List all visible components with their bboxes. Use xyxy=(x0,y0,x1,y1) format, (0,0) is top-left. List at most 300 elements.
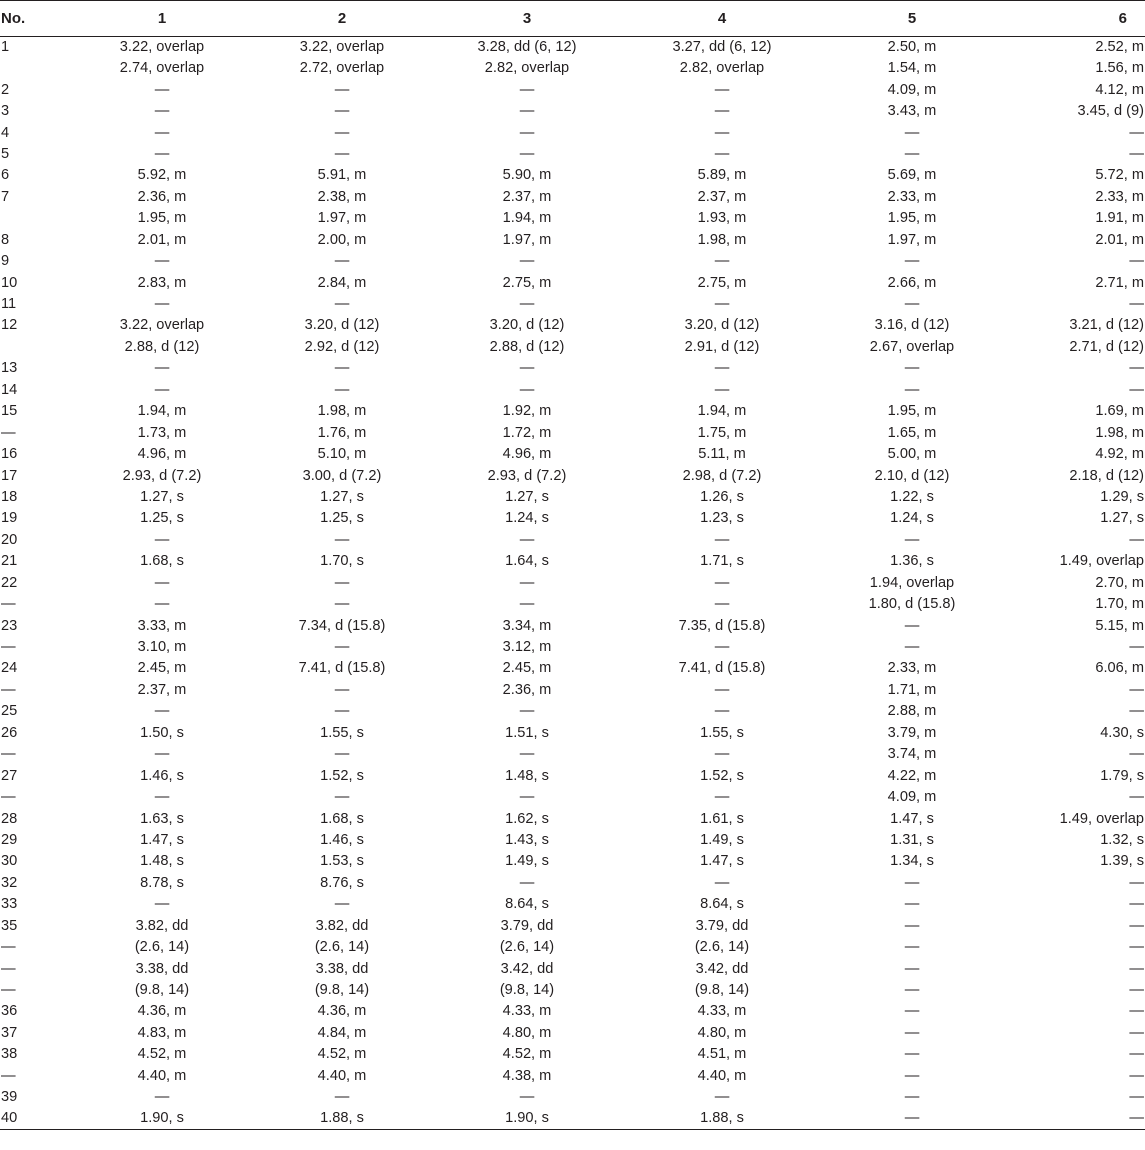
value-cell: 8.78, s xyxy=(140,874,184,891)
value-cell: 4.40, m xyxy=(317,1067,367,1084)
value-cell: 3.22, overlap xyxy=(119,317,205,334)
value-cell: 3.43, m xyxy=(887,103,937,120)
value-cell: (2.6, 14) xyxy=(314,939,370,956)
value-cell: (2.6, 14) xyxy=(694,939,750,956)
table-row xyxy=(0,79,1145,100)
value-cell: — xyxy=(334,596,350,613)
value-cell: — xyxy=(334,703,350,720)
value-cell: 8.64, s xyxy=(700,896,744,913)
header-compound-3: 3 xyxy=(432,1,622,37)
value-cell: 1.52, s xyxy=(700,767,744,784)
row-number-cell: 18 xyxy=(1,488,18,505)
value-cell: 2.88, d (12) xyxy=(124,338,200,355)
value-cell: 2.74, overlap xyxy=(119,60,205,77)
value-cell: 1.49, overlap xyxy=(1059,810,1144,827)
row-number-cell: 23 xyxy=(1,617,18,634)
value-cell: — xyxy=(1129,1046,1144,1063)
row-number-cell xyxy=(0,337,72,358)
value-cell: 1.52, s xyxy=(320,767,364,784)
value-cell: — xyxy=(904,1024,920,1041)
value-cell: 1.34, s xyxy=(890,853,934,870)
value-cell: 1.73, m xyxy=(137,424,187,441)
table-body xyxy=(0,37,1145,1130)
value-cell: — xyxy=(1129,1024,1144,1041)
table-row xyxy=(0,1108,1145,1130)
table-row xyxy=(0,573,1145,594)
value-cell: 4.80, m xyxy=(502,1024,552,1041)
table-row xyxy=(0,937,1145,958)
value-cell: — xyxy=(154,1089,170,1106)
value-cell: — xyxy=(334,381,350,398)
value-cell: — xyxy=(154,124,170,141)
value-cell: 2.38, m xyxy=(317,188,367,205)
value-cell: 5.72, m xyxy=(1095,167,1144,184)
value-cell: — xyxy=(154,253,170,270)
row-number-cell: 35 xyxy=(1,917,18,934)
value-cell: 2.88, m xyxy=(887,703,937,720)
value-cell: (2.6, 14) xyxy=(499,939,555,956)
value-cell: 1.39, s xyxy=(1100,853,1144,870)
value-cell: 1.36, s xyxy=(890,553,934,570)
value-cell: 2.93, d (7.2) xyxy=(122,467,202,484)
value-cell: 4.09, m xyxy=(887,81,937,98)
table-row xyxy=(0,101,1145,122)
value-cell: 1.47, s xyxy=(700,853,744,870)
row-number-cell: 28 xyxy=(1,810,18,827)
value-cell: — xyxy=(714,639,730,656)
value-cell: 1.29, s xyxy=(1100,488,1144,505)
value-cell: 3.42, dd xyxy=(500,960,554,977)
value-cell: — xyxy=(519,81,535,98)
value-cell: — xyxy=(154,896,170,913)
value-cell: — xyxy=(714,81,730,98)
row-number-cell: 30 xyxy=(1,853,18,870)
value-cell: — xyxy=(1129,681,1144,698)
row-number-cell: 8 xyxy=(1,231,10,248)
value-cell: — xyxy=(904,617,920,634)
value-cell: 2.70, m xyxy=(1095,574,1144,591)
table-row xyxy=(0,594,1145,615)
value-cell: — xyxy=(334,124,350,141)
value-cell: 2.98, d (7.2) xyxy=(682,467,762,484)
value-cell: 1.54, m xyxy=(887,60,937,77)
value-cell: 1.49, s xyxy=(505,853,549,870)
value-cell: 3.10, m xyxy=(137,639,187,656)
value-cell: — xyxy=(714,253,730,270)
value-cell: 1.23, s xyxy=(700,510,744,527)
row-number-cell: 33 xyxy=(1,896,18,913)
value-cell: 1.90, s xyxy=(72,1108,252,1130)
table-row xyxy=(0,787,1145,808)
row-number-cell: 27 xyxy=(1,767,18,784)
value-cell: 1.97, m xyxy=(317,210,367,227)
table-row xyxy=(0,958,1145,979)
value-cell: 1.64, s xyxy=(505,553,549,570)
row-number-cell: 10 xyxy=(1,274,18,291)
row-number-cell: 22 xyxy=(1,574,18,591)
value-cell: (9.8, 14) xyxy=(694,982,750,999)
value-cell: — xyxy=(1129,124,1144,141)
value-cell: 1.94, m xyxy=(137,403,187,420)
value-cell: 2.71, d (12) xyxy=(1069,338,1144,355)
value-cell: 3.38, dd xyxy=(135,960,189,977)
value-cell: — xyxy=(714,596,730,613)
table-row xyxy=(0,422,1145,443)
value-cell: — xyxy=(1002,1108,1145,1130)
value-cell: — xyxy=(154,296,170,313)
value-cell: 1.90, s xyxy=(432,1108,622,1130)
value-cell: 1.55, s xyxy=(320,724,364,741)
value-cell: — xyxy=(904,1089,920,1106)
value-cell: 4.52, m xyxy=(502,1046,552,1063)
value-cell: — xyxy=(904,145,920,162)
value-cell: 2.71, m xyxy=(1095,274,1144,291)
value-cell: — xyxy=(904,917,920,934)
value-cell: 1.69, m xyxy=(1095,403,1144,420)
value-cell: 1.47, s xyxy=(890,810,934,827)
header-no: No. xyxy=(0,1,72,37)
header-compound-4: 4 xyxy=(622,1,822,37)
value-cell: — xyxy=(154,596,170,613)
row-number-cell: 24 xyxy=(1,660,18,677)
value-cell: — xyxy=(714,381,730,398)
value-cell: 2.72, overlap xyxy=(299,60,385,77)
value-cell: 1.95, m xyxy=(887,210,937,227)
table-row xyxy=(0,894,1145,915)
value-cell: — xyxy=(904,1003,920,1020)
table-row xyxy=(0,294,1145,315)
value-cell: 1.75, m xyxy=(697,424,747,441)
value-cell: 4.33, m xyxy=(502,1003,552,1020)
value-cell: 1.70, m xyxy=(1095,596,1144,613)
value-cell: — xyxy=(154,360,170,377)
value-cell: 1.22, s xyxy=(890,488,934,505)
value-cell: — xyxy=(154,145,170,162)
table-row xyxy=(0,165,1145,186)
value-cell: 3.34, m xyxy=(502,617,552,634)
value-cell: — xyxy=(714,574,730,591)
value-cell: 1.88, s xyxy=(622,1108,822,1130)
value-cell: 1.94, m xyxy=(697,403,747,420)
value-cell: 1.94, m xyxy=(502,210,552,227)
value-cell: 1.32, s xyxy=(1100,831,1144,848)
value-cell: — xyxy=(519,746,535,763)
table-row xyxy=(0,358,1145,379)
value-cell: — xyxy=(154,574,170,591)
value-cell: — xyxy=(334,103,350,120)
value-cell: (2.6, 14) xyxy=(134,939,190,956)
value-cell: 1.68, s xyxy=(320,810,364,827)
row-number-cell: 4 xyxy=(1,124,10,141)
value-cell: 3.38, dd xyxy=(315,960,369,977)
value-cell: — xyxy=(822,1108,1002,1130)
table-row xyxy=(0,530,1145,551)
value-cell: — xyxy=(904,896,920,913)
row-number-cell: 25 xyxy=(1,703,18,720)
value-cell: — xyxy=(334,145,350,162)
value-cell: 2.01, m xyxy=(1095,231,1144,248)
value-cell: — xyxy=(904,124,920,141)
value-cell: 2.45, m xyxy=(137,660,187,677)
value-cell: 3.12, m xyxy=(502,639,552,656)
value-cell: 1.61, s xyxy=(700,810,744,827)
value-cell: — xyxy=(714,103,730,120)
value-cell: — xyxy=(904,960,920,977)
value-cell: — xyxy=(334,1089,350,1106)
value-cell: 1.65, m xyxy=(887,424,937,441)
value-cell: 2.18, d (12) xyxy=(1069,467,1144,484)
value-cell: — xyxy=(334,789,350,806)
value-cell: 3.79, dd xyxy=(695,917,749,934)
value-cell: — xyxy=(904,360,920,377)
table-row xyxy=(0,1001,1145,1022)
row-number-cell: 15 xyxy=(1,403,18,420)
value-cell: 3.16, d (12) xyxy=(874,317,950,334)
value-cell: 3.21, d (12) xyxy=(1069,317,1144,334)
value-cell: 2.82, overlap xyxy=(679,60,765,77)
value-cell: — xyxy=(1129,896,1144,913)
value-cell: — xyxy=(334,531,350,548)
value-cell: 2.93, d (7.2) xyxy=(487,467,567,484)
value-cell: — xyxy=(519,789,535,806)
value-cell: 1.24, s xyxy=(505,510,549,527)
row-number-cell: 14 xyxy=(1,381,18,398)
value-cell: 2.91, d (12) xyxy=(684,338,760,355)
value-cell: — xyxy=(904,1067,920,1084)
value-cell: 3.00, d (7.2) xyxy=(302,467,382,484)
value-cell: 1.46, s xyxy=(320,831,364,848)
value-cell: 4.52, m xyxy=(137,1046,187,1063)
value-cell: 1.71, s xyxy=(700,553,744,570)
row-number-cell: 1 xyxy=(1,39,10,55)
value-cell: — xyxy=(334,639,350,656)
value-cell: — xyxy=(1129,1003,1144,1020)
value-cell: 1.27, s xyxy=(1100,510,1144,527)
value-cell: — xyxy=(1129,789,1144,806)
row-number-cell: 40 xyxy=(0,1108,72,1130)
table-row xyxy=(0,701,1145,722)
value-cell: — xyxy=(904,531,920,548)
value-cell: 3.74, m xyxy=(887,746,937,763)
table-row xyxy=(0,272,1145,293)
value-cell: — xyxy=(904,939,920,956)
value-cell: — xyxy=(714,703,730,720)
value-cell: — xyxy=(714,124,730,141)
value-cell: 2.36, m xyxy=(502,681,552,698)
value-cell: 1.56, m xyxy=(1095,60,1144,77)
value-cell: 1.76, m xyxy=(317,424,367,441)
value-cell: — xyxy=(714,360,730,377)
row-number-cell: — xyxy=(1,1067,16,1084)
value-cell: 1.31, s xyxy=(890,831,934,848)
value-cell: — xyxy=(904,982,920,999)
value-cell: — xyxy=(334,681,350,698)
row-number-cell: 16 xyxy=(1,446,18,463)
value-cell: 4.51, m xyxy=(697,1046,747,1063)
value-cell: 1.24, s xyxy=(890,510,934,527)
table-row xyxy=(0,487,1145,508)
header-compound-2: 2 xyxy=(252,1,432,37)
value-cell: — xyxy=(904,874,920,891)
value-cell: 3.79, m xyxy=(887,724,937,741)
table-header-row xyxy=(0,1,1145,37)
table-row xyxy=(0,851,1145,872)
value-cell: 2.82, overlap xyxy=(484,60,570,77)
value-cell: 1.98, m xyxy=(317,403,367,420)
value-cell: — xyxy=(519,296,535,313)
value-cell: 1.43, s xyxy=(505,831,549,848)
value-cell: 1.98, m xyxy=(697,231,747,248)
value-cell: 1.48, s xyxy=(505,767,549,784)
value-cell: — xyxy=(154,531,170,548)
value-cell: — xyxy=(904,296,920,313)
value-cell: 5.69, m xyxy=(887,167,937,184)
table-row xyxy=(0,916,1145,937)
row-number-cell: 2 xyxy=(1,81,10,98)
value-cell: 2.84, m xyxy=(317,274,367,291)
row-number-cell: 12 xyxy=(1,317,18,334)
value-cell: 3.22, overlap xyxy=(119,39,205,55)
value-cell: 3.27, dd (6, 12) xyxy=(672,39,772,55)
value-cell: — xyxy=(1129,1089,1144,1106)
table-row xyxy=(0,122,1145,143)
value-cell: 2.01, m xyxy=(137,231,187,248)
table-row xyxy=(0,337,1145,358)
value-cell: 1.49, overlap xyxy=(1059,553,1144,570)
table-row xyxy=(0,615,1145,636)
value-cell: — xyxy=(519,145,535,162)
row-number-cell: 37 xyxy=(1,1024,18,1041)
value-cell: 4.96, m xyxy=(502,446,552,463)
value-cell: — xyxy=(714,746,730,763)
table-row xyxy=(0,830,1145,851)
value-cell: 4.40, m xyxy=(137,1067,187,1084)
row-number-cell: 38 xyxy=(1,1046,18,1063)
value-cell: 1.91, m xyxy=(1095,210,1144,227)
value-cell: — xyxy=(154,81,170,98)
value-cell: 2.45, m xyxy=(502,660,552,677)
value-cell: — xyxy=(519,703,535,720)
row-number-cell: 32 xyxy=(1,874,18,891)
value-cell: 1.49, s xyxy=(700,831,744,848)
value-cell: 5.11, m xyxy=(698,446,746,463)
value-cell: 2.33, m xyxy=(887,660,937,677)
value-cell: 6.06, m xyxy=(1095,660,1144,677)
value-cell: — xyxy=(904,381,920,398)
value-cell: — xyxy=(1129,531,1144,548)
value-cell: — xyxy=(1129,360,1144,377)
value-cell: 5.10, m xyxy=(317,446,367,463)
header-compound-1: 1 xyxy=(72,1,252,37)
table-row xyxy=(0,380,1145,401)
value-cell: — xyxy=(519,360,535,377)
table-row xyxy=(0,187,1145,208)
row-number-cell: 9 xyxy=(1,253,10,270)
value-cell: 1.48, s xyxy=(140,853,184,870)
value-cell: — xyxy=(1129,939,1144,956)
value-cell: — xyxy=(519,531,535,548)
value-cell: 1.80, d (15.8) xyxy=(868,596,956,613)
table-row xyxy=(0,744,1145,765)
row-number-cell: 21 xyxy=(1,553,18,570)
value-cell: 1.63, s xyxy=(140,810,184,827)
value-cell: 2.52, m xyxy=(1095,39,1144,55)
value-cell: 7.41, d (15.8) xyxy=(298,660,386,677)
value-cell: 1.92, m xyxy=(502,403,552,420)
value-cell: 2.50, m xyxy=(887,39,937,55)
value-cell: 2.36, m xyxy=(137,188,187,205)
value-cell: 5.90, m xyxy=(502,167,552,184)
value-cell: — xyxy=(334,81,350,98)
value-cell: — xyxy=(154,381,170,398)
value-cell: — xyxy=(1129,639,1144,656)
table-row xyxy=(0,723,1145,744)
value-cell: — xyxy=(1129,746,1144,763)
value-cell: 2.67, overlap xyxy=(869,338,955,355)
value-cell: 2.92, d (12) xyxy=(304,338,380,355)
value-cell: — xyxy=(154,103,170,120)
table-row xyxy=(0,873,1145,894)
value-cell: 3.33, m xyxy=(137,617,187,634)
table-row xyxy=(0,1023,1145,1044)
value-cell: 1.94, overlap xyxy=(869,574,955,591)
value-cell: 3.82, dd xyxy=(315,917,369,934)
table-row xyxy=(0,37,1145,59)
row-number-cell: 5 xyxy=(1,145,10,162)
row-number-cell: 6 xyxy=(1,167,10,184)
value-cell: — xyxy=(154,746,170,763)
value-cell: 4.80, m xyxy=(697,1024,747,1041)
row-number-cell: 26 xyxy=(1,724,18,741)
value-cell: 2.33, m xyxy=(1095,188,1144,205)
value-cell: 3.20, d (12) xyxy=(304,317,380,334)
table-row xyxy=(0,401,1145,422)
row-number-cell: — xyxy=(1,960,16,977)
value-cell: 1.95, m xyxy=(137,210,187,227)
value-cell: — xyxy=(519,253,535,270)
value-cell: 1.93, m xyxy=(697,210,747,227)
table-row xyxy=(0,444,1145,465)
value-cell: 8.76, s xyxy=(320,874,364,891)
value-cell: 2.83, m xyxy=(137,274,187,291)
value-cell: — xyxy=(1129,253,1144,270)
value-cell: 3.20, d (12) xyxy=(489,317,565,334)
value-cell: 1.68, s xyxy=(140,553,184,570)
value-cell: 7.35, d (15.8) xyxy=(678,617,766,634)
value-cell: 1.95, m xyxy=(887,403,937,420)
table-row xyxy=(0,658,1145,679)
row-number-cell xyxy=(0,208,72,229)
value-cell: 4.96, m xyxy=(137,446,187,463)
value-cell: 5.15, m xyxy=(1095,617,1144,634)
header-compound-6: 6 xyxy=(1002,1,1145,37)
value-cell: — xyxy=(154,789,170,806)
value-cell: — xyxy=(519,103,535,120)
row-number-cell: — xyxy=(1,639,16,656)
row-number-cell: 19 xyxy=(1,510,18,527)
value-cell: 1.46, s xyxy=(140,767,184,784)
value-cell: 2.33, m xyxy=(887,188,937,205)
table-row xyxy=(0,315,1145,336)
value-cell: — xyxy=(334,296,350,313)
value-cell: 3.28, dd (6, 12) xyxy=(477,39,577,55)
value-cell: — xyxy=(714,145,730,162)
value-cell: 4.40, m xyxy=(697,1067,747,1084)
value-cell: 4.83, m xyxy=(137,1024,187,1041)
value-cell: — xyxy=(334,253,350,270)
value-cell: 1.98, m xyxy=(1095,424,1144,441)
table-row xyxy=(0,465,1145,486)
